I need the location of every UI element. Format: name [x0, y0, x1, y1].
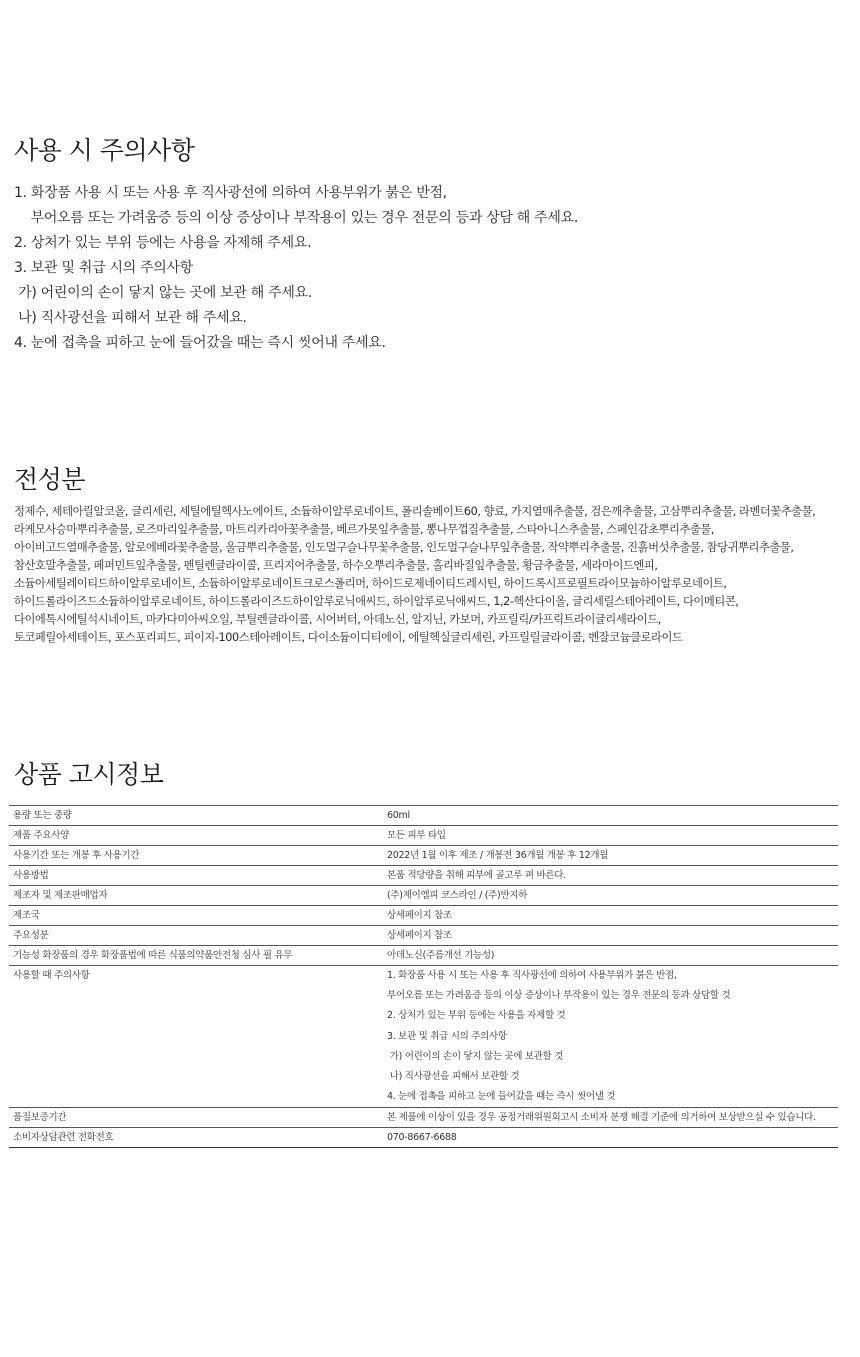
ingredient-line: 참산호말추출물, 페퍼민트잎추출물, 펜틸렌글라이콜, 프리지어추출물, 하수오뿌리추출물, 홀리바질잎추출물, 황금추출물, 세라마이드엔피,: [14, 559, 658, 572]
table-row: [9, 826, 838, 846]
row-value: 아데노신(주름개선 기능성): [383, 946, 838, 966]
ingredient-line: 소듐아세틸레이티드하이알루로네이트, 소듐하이알루로네이트크로스폴리머, 하이드로제네이티드레시틴, 하이드록시프로필트라이모늄하이알루로네이트,: [14, 577, 727, 590]
row-value: 60ml: [383, 806, 838, 826]
row-label: 제조자 및 제조판매업자: [9, 886, 383, 906]
caution-line: 부어오름 또는 가려움증 등의 이상 증상이나 부작용이 있는 경우 전문의 등과 상담 해 주세요.: [14, 210, 578, 226]
row-value: 본 제품에 이상이 있을 경우 공정거래위원회고시 소비자 분쟁 해결 기준에 의거하여 보상받으실 수 있습니다.: [383, 1108, 838, 1128]
table-row: [9, 866, 838, 886]
row-value: 본품 적당량을 취해 피부에 골고루 펴 바른다.: [383, 866, 838, 886]
row-label: 소비자상담관련 전화전호: [9, 1128, 383, 1148]
row-label: 사용할 때 주의사항: [9, 966, 383, 1108]
ingredient-line: 라케모사승마뿌리추출물, 로즈마리잎추출물, 마트리카리아꽃추출물, 베르가못잎추출물, 뽕나무껍질추출물, 스타아니스추출물, 스페인감초뿌리추출물,: [14, 523, 714, 536]
ingredients-list: [14, 503, 859, 647]
ingredient-line: 정제수, 세테아릴알코올, 글리세린, 세틸에틸헥사노에이트, 소듐하이알루로네이트, 폴리솔베이트60, 향료, 가지열매추출물, 검은깨추출물, 고삼뿌리추출물, 라벤더꽃추출물,: [14, 505, 816, 518]
row-value: 상세페이지 참조: [383, 926, 838, 946]
row-value: (주)제이엠피 코스라인 / (주)반지하: [383, 886, 838, 906]
table-row: [9, 966, 838, 1108]
notice-caution-line: 가) 어린이의 손이 닿지 않는 곳에 보관할 것: [387, 1050, 564, 1062]
row-value: 모든 피부 타입: [383, 826, 838, 846]
row-label: 품질보증기간: [9, 1108, 383, 1128]
ingredient-line: 토코페릴아세테이트, 포스포리피드, 피이지-100스테아레이트, 다이소듐이디티에이, 에틸헥실글리세린, 카프릴릴글라이콜, 벤잘코늄클로라이드: [14, 631, 683, 644]
notice-table: [9, 805, 838, 1148]
table-row: [9, 926, 838, 946]
notice-title: 상품 고시정보: [14, 760, 164, 789]
row-label: 주요성분: [9, 926, 383, 946]
cautions-list: [14, 181, 844, 356]
caution-line: 3. 보관 및 취급 시의 주의사항: [14, 260, 193, 276]
notice-caution-line: 부어오름 또는 가려움증 등의 이상 증상이나 부작용이 있는 경우 전문의 등과 상담할 것: [387, 990, 731, 1002]
row-value-lines: [383, 966, 838, 1108]
notice-caution-line: 4. 눈에 접촉을 피하고 눈에 들어갔을 때는 즉시 씻어낼 것: [387, 1091, 616, 1103]
cautions-title: 사용 시 주의사항: [14, 136, 195, 165]
row-label: 사용방법: [9, 866, 383, 886]
table-row: [9, 886, 838, 906]
caution-line: 1. 화장품 사용 시 또는 사용 후 직사광선에 의하여 사용부위가 붉은 반점,: [14, 185, 447, 201]
caution-line: 4. 눈에 접촉을 피하고 눈에 들어갔을 때는 즉시 씻어내 주세요.: [14, 335, 386, 351]
caution-line: 2. 상처가 있는 부위 등에는 사용을 자제해 주세요.: [14, 235, 312, 251]
notice-caution-line: 3. 보관 및 취급 시의 주의사항: [387, 1030, 507, 1042]
row-value: 상세페이지 참조: [383, 906, 838, 926]
row-label: 제조국: [9, 906, 383, 926]
table-row: [9, 846, 838, 866]
caution-line: 나) 직사광선을 피해서 보관 해 주세요.: [14, 310, 247, 326]
row-label: 기능성 화장품의 경우 화장품법에 따른 식품의약품안전청 심사 필 유무: [9, 946, 383, 966]
row-label: 사용기간 또는 개봉 후 사용기간: [9, 846, 383, 866]
table-row: [9, 1128, 838, 1148]
table-row: [9, 906, 838, 926]
ingredient-line: 다이에톡시에틸석시네이트, 마카다미아씨오일, 부틸렌글라이콜, 시어버터, 아데노신, 알지닌, 카보머, 카프릴릭/카프릭트라이글리세라이드,: [14, 613, 661, 626]
table-row: [9, 806, 838, 826]
ingredient-line: 하이드롤라이즈드소듐하이알루로네이트, 하이드롤라이즈드하이알루로닉애씨드, 하이알루로닉애씨드, 1,2-헥산다이올, 글리세릴스테아레이트, 다이메티콘,: [14, 595, 739, 608]
ingredient-line: 아이비고드열매추출물, 알로에베라꽃추출물, 울금뿌리추출물, 인도멀구슬나무꽃추출물, 인도멀구슬나무잎추출물, 작약뿌리추출물, 진흙버섯추출물, 참당귀뿌리추출물,: [14, 541, 794, 554]
row-value: 2022년 1월 이후 제조 / 개봉전 36개월 개봉 후 12개월: [383, 846, 838, 866]
table-row: [9, 1108, 838, 1128]
row-label: 용량 또는 중량: [9, 806, 383, 826]
row-label: 제품 주요사양: [9, 826, 383, 846]
ingredients-title: 전성분: [14, 465, 85, 494]
notice-caution-line: 1. 화장품 사용 시 또는 사용 후 직사광선에 의하여 사용부위가 붉은 반점,: [387, 970, 677, 981]
notice-caution-line: 나) 직사광선을 피해서 보관할 것: [387, 1070, 520, 1082]
table-row: [9, 946, 838, 966]
notice-caution-line: 2. 상처가 있는 부위 등에는 사용을 자제할 것: [387, 1010, 566, 1022]
caution-line: 가) 어린이의 손이 닿지 않는 곳에 보관 해 주세요.: [14, 285, 312, 301]
row-value: 070-8667-6688: [383, 1128, 838, 1148]
